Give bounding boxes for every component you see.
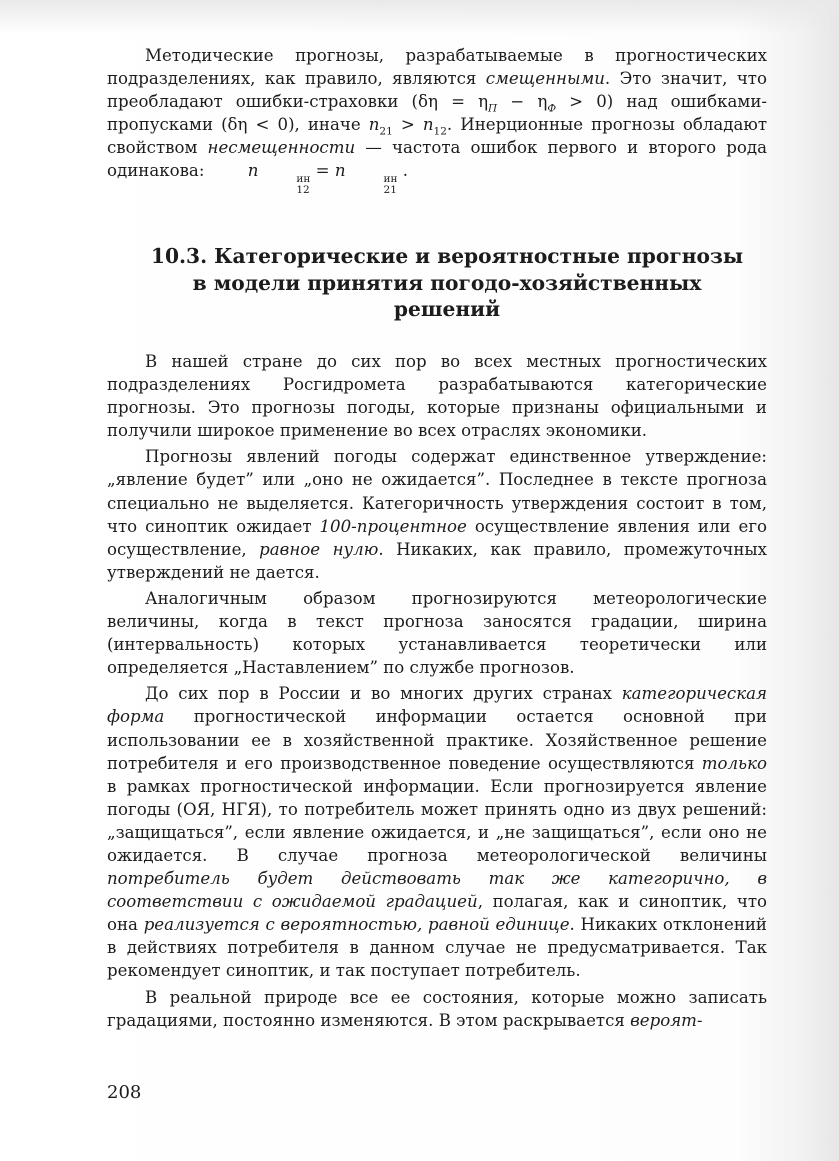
emphasis-text: равное нулю — [259, 539, 379, 559]
math-variable: n — [422, 115, 434, 135]
emphasis-text: реализуется с вероятностью, равной единице — [143, 915, 570, 935]
text-run: − η — [497, 92, 548, 112]
subscript: П — [488, 102, 498, 115]
subscript: 21 — [383, 184, 397, 197]
heading-line: 10.3. Категорические и вероятностные прогнозы — [150, 244, 744, 268]
scan-top-shadow — [0, 0, 839, 34]
paragraph: В нашей стране до сих пор во всех местных прогностических подразделениях Росгидромета разрабатываются категорические прогнозы. Это прогнозы погоды, которые признаны официальными и получили широкое применение во всех отраслях экономики. — [107, 352, 767, 441]
paragraph-bias — [107, 44, 767, 196]
emphasis-text: потребитель будет действовать так же категорично, в соответствии с ожидаемой градацией — [107, 869, 767, 912]
text-run: До сих пор в России и во многих других странах — [145, 684, 622, 704]
subscript: 12 — [296, 184, 310, 197]
text-run: > 0) над ошибками-пропусками (δη < 0), иначе — [107, 92, 767, 135]
paragraph — [107, 682, 767, 982]
emphasis-text: 100-процентное — [319, 516, 467, 536]
formula-equal-errors — [210, 159, 398, 196]
subscript: 21 — [379, 125, 393, 138]
math-variable: n — [247, 161, 259, 181]
section-heading — [107, 243, 787, 323]
text-run: . Это значит, что преобладают ошибки-страховки (δη = η — [107, 69, 767, 112]
text-run: прогностической информации остается основной при использовании ее в хозяйственной практике. Хозяйственное решение потребителя и его производственное поведение осуществляются — [107, 707, 767, 773]
paragraph — [107, 445, 767, 584]
superscript: ин — [383, 173, 398, 186]
text-run: = — [310, 161, 335, 181]
text-run: . Никаких, как правило, промежуточных утверждений не дается. — [107, 539, 767, 582]
text-run: > — [392, 115, 423, 135]
math-variable: n — [334, 161, 346, 181]
text-run: , полагая, как и синоптик, что она — [107, 892, 767, 935]
subscript: Ф — [547, 102, 557, 115]
top-paragraph — [107, 44, 767, 196]
heading-line: в модели принятия погодо-хозяйственных — [192, 270, 702, 295]
text-run: . Никаких отклонений в действиях потребителя в данном случае не предусматривается. Так рекомендует синоптик, и так поступает потребитель. — [107, 915, 767, 981]
emphasis-text: только — [701, 753, 767, 773]
subscript: 12 — [433, 125, 447, 138]
text-run: Прогнозы явлений погоды содержат единственное утверждение: „явление будет” или „оно не ожидается”. Последнее в тексте прогноза специально не выделяется. Категоричность утверждения состоит в том, что синоптик ожидает — [107, 447, 767, 536]
text-run: Методические прогнозы, разрабатываемые в прогностических подразделениях, как правило, являются — [107, 46, 767, 89]
emphasis-text: категорическая форма — [107, 684, 767, 727]
emphasis-text: вероят- — [630, 1010, 703, 1030]
paragraph — [107, 986, 767, 1032]
page-number: 208 — [107, 1082, 142, 1103]
emphasis-text: несмещенности — [207, 138, 356, 158]
emphasis-text: смещенными — [485, 69, 605, 89]
text-run: . Инерционные прогнозы обладают свойством — [107, 115, 768, 158]
text-run: — частота ошибок первого и второго рода одинакова: — [107, 138, 767, 181]
superscript: ин — [296, 173, 311, 186]
text-run: осуществление явления или его осуществление, — [107, 516, 767, 559]
math-variable: n — [368, 115, 380, 135]
text-run: . — [397, 161, 409, 181]
section-body — [107, 350, 767, 1032]
heading-line: решений — [393, 297, 501, 321]
text-run: в рамках прогностической информации. Если прогнозируется явление погоды (ОЯ, НГЯ), то потребитель может принять одно из двух решений: „защищаться”, если явление ожидается, и „не защищаться”, если оно не ожидается. В случае прогноза метеорологической величины — [107, 776, 767, 865]
text-run: В реальной природе все ее состояния, которые можно записать градациями, постоянно изменяются. В этом раскрывается — [107, 987, 767, 1030]
paragraph: Аналогичным образом прогнозируются метеорологические величины, когда в текст прогноза заносятся градации, ширина (интервальность) которых устанавливается теоретически или определяется „Наставлением” по службе прогнозов. — [107, 588, 767, 678]
